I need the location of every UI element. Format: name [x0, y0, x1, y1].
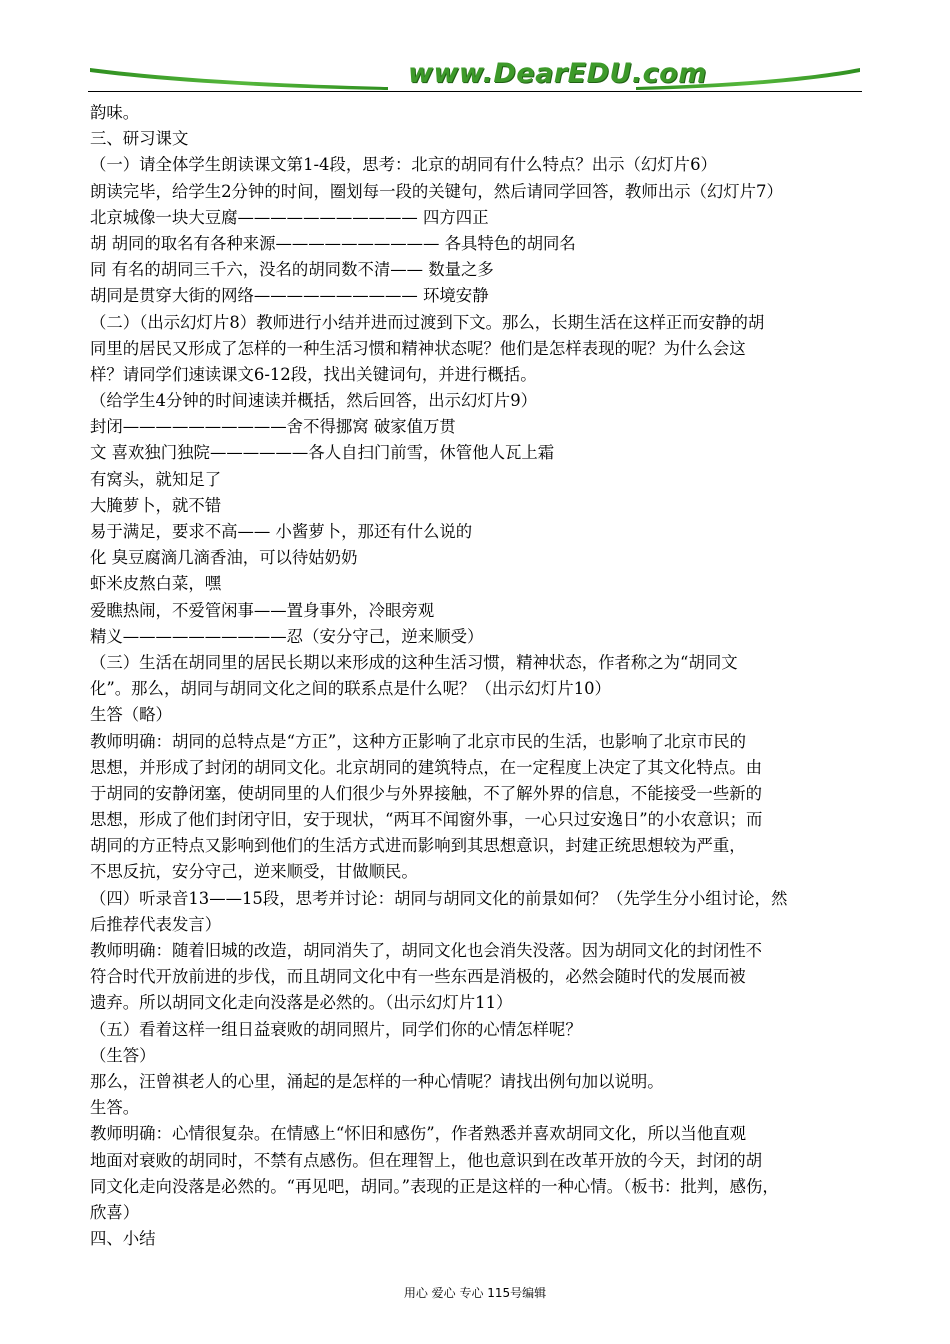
text-line: 胡 胡同的取名有各种来源—————————— 各具特色的胡同名: [90, 233, 576, 253]
text-line: 朗读完毕，给学生2分钟的时间，圈划每一段的关键句，然后请同学回答，教师出示（幻灯片7）: [90, 181, 783, 201]
text-line: 那么，汪曾祺老人的心里，涌起的是怎样的一种心情呢？请找出例句加以说明。: [90, 1071, 664, 1091]
text-line: 生答（略）: [90, 705, 172, 725]
text-line: 不思反抗，安分守己，逆来顺受，甘做顺民。: [90, 862, 418, 882]
text-line: 四、小结: [90, 1229, 156, 1249]
text-line: 封闭——————————舍不得挪窝 破家值万贯: [90, 417, 456, 437]
text-line: 地面对衰败的胡同时，不禁有点感伤。但在理智上，他也意识到在改革开放的今天，封闭的胡: [90, 1150, 763, 1170]
text-line: （三）生活在胡同里的居民长期以来形成的这种生活习惯，精神状态，作者称之为“胡同文: [90, 652, 738, 672]
text-line: 于胡同的安静闭塞，使胡同里的人们很少与外界接触，不了解外界的信息，不能接受一些新的: [90, 783, 763, 803]
text-line: 文 喜欢独门独院——————各人自扫门前雪，休管他人瓦上霜: [90, 443, 555, 463]
text-line: 欣喜）: [90, 1202, 140, 1222]
text-line: （给学生4分钟的时间速读并概括，然后回答，出示幻灯片9）: [90, 391, 538, 411]
text-line: 爱瞧热闹，不爱管闲事——置身事外，冷眼旁观: [90, 600, 435, 620]
text-line: 北京城像一块大豆腐——————————— 四方四正: [90, 207, 489, 227]
text-line: 思想，并形成了封闭的胡同文化。北京胡同的建筑特点，在一定程度上决定了其文化特点。由: [90, 757, 763, 777]
header-rule: [88, 91, 862, 92]
text-line: 教师明确：胡同的总特点是“方正”，这种方正影响了北京市民的生活，也影响了北京市民的: [90, 731, 746, 751]
text-line: 胡同是贯穿大街的网络—————————— 环境安静: [90, 286, 489, 306]
text-line: 胡同的方正特点又影响到他们的生活方式进而影响到其思想意识，封建正统思想较为严重，: [90, 836, 746, 856]
text-line: （五）看着这样一组日益衰败的胡同照片，同学们你的心情怎样呢？: [90, 1019, 582, 1039]
text-line: 后推荐代表发言）: [90, 914, 222, 934]
text-line: 思想，形成了他们封闭守旧，安于现状，“两耳不闻窗外事，一心只过安逸日”的小农意识；而: [90, 810, 763, 830]
site-header: [88, 54, 862, 96]
text-line: 遗弃。所以胡同文化走向没落是必然的。（出示幻灯片11）: [90, 993, 513, 1013]
site-logo-text[interactable]: www.DearEDU.com: [408, 58, 707, 89]
document-body: [90, 100, 870, 1252]
text-line: 教师明确：心情很复杂。在情感上“怀旧和感伤”，作者熟悉并喜欢胡同文化，所以当他直观: [90, 1124, 746, 1144]
text-line: 有窝头，就知足了: [90, 469, 222, 489]
text-line: 化 臭豆腐滴几滴香油，可以待姑奶奶: [90, 548, 358, 568]
text-line: （二）（出示幻灯片8）教师进行小结并进而过渡到下文。那么，长期生活在这样正而安静的胡: [90, 312, 765, 332]
text-line: 虾米皮熬白菜，嘿: [90, 574, 222, 594]
text-line: 化”。那么，胡同与胡同文化之间的联系点是什么呢？（出示幻灯片10）: [90, 679, 611, 699]
text-line: 韵味。: [90, 103, 140, 122]
text-line: 生答。: [90, 1098, 140, 1118]
text-line: 同 有名的胡同三千六，没名的胡同数不清—— 数量之多: [90, 260, 494, 280]
text-line: 精义——————————忍（安分守己，逆来顺受）: [90, 626, 484, 646]
text-line: 教师明确：随着旧城的改造，胡同消失了，胡同文化也会消失没落。因为胡同文化的封闭性不: [90, 941, 763, 960]
text-line: （四）听录音13——15段，思考并讨论：胡同与胡同文化的前景如何？（先学生分小组讨论，然: [90, 888, 788, 908]
text-line: 易于满足，要求不高—— 小酱萝卜，那还有什么说的: [90, 522, 473, 541]
text-line: 三、研习课文: [90, 129, 189, 149]
text-line: （生答）: [90, 1045, 156, 1065]
text-line: 大腌萝卜，就不错: [90, 495, 222, 515]
text-line: 样？请同学们速读课文6-12段，找出关键词句，并进行概括。: [90, 364, 537, 384]
page-footer: 用心 爱心 专心 115号编辑: [403, 1286, 547, 1300]
text-line: 同文化走向没落是必然的。“再见吧，胡同。”表现的正是这样的一种心情。（板书：批判，感伤，: [90, 1176, 779, 1196]
text-line: 符合时代开放前进的步伐，而且胡同文化中有一些东西是消极的，必然会随时代的发展而被: [90, 967, 746, 987]
text-line: 同里的居民又形成了怎样的一种生活习惯和精神状态呢？他们是怎样表现的呢？为什么会这: [90, 338, 746, 358]
text-line: （一）请全体学生朗读课文第1-4段，思考：北京的胡同有什么特点？出示（幻灯片6）: [90, 155, 717, 175]
